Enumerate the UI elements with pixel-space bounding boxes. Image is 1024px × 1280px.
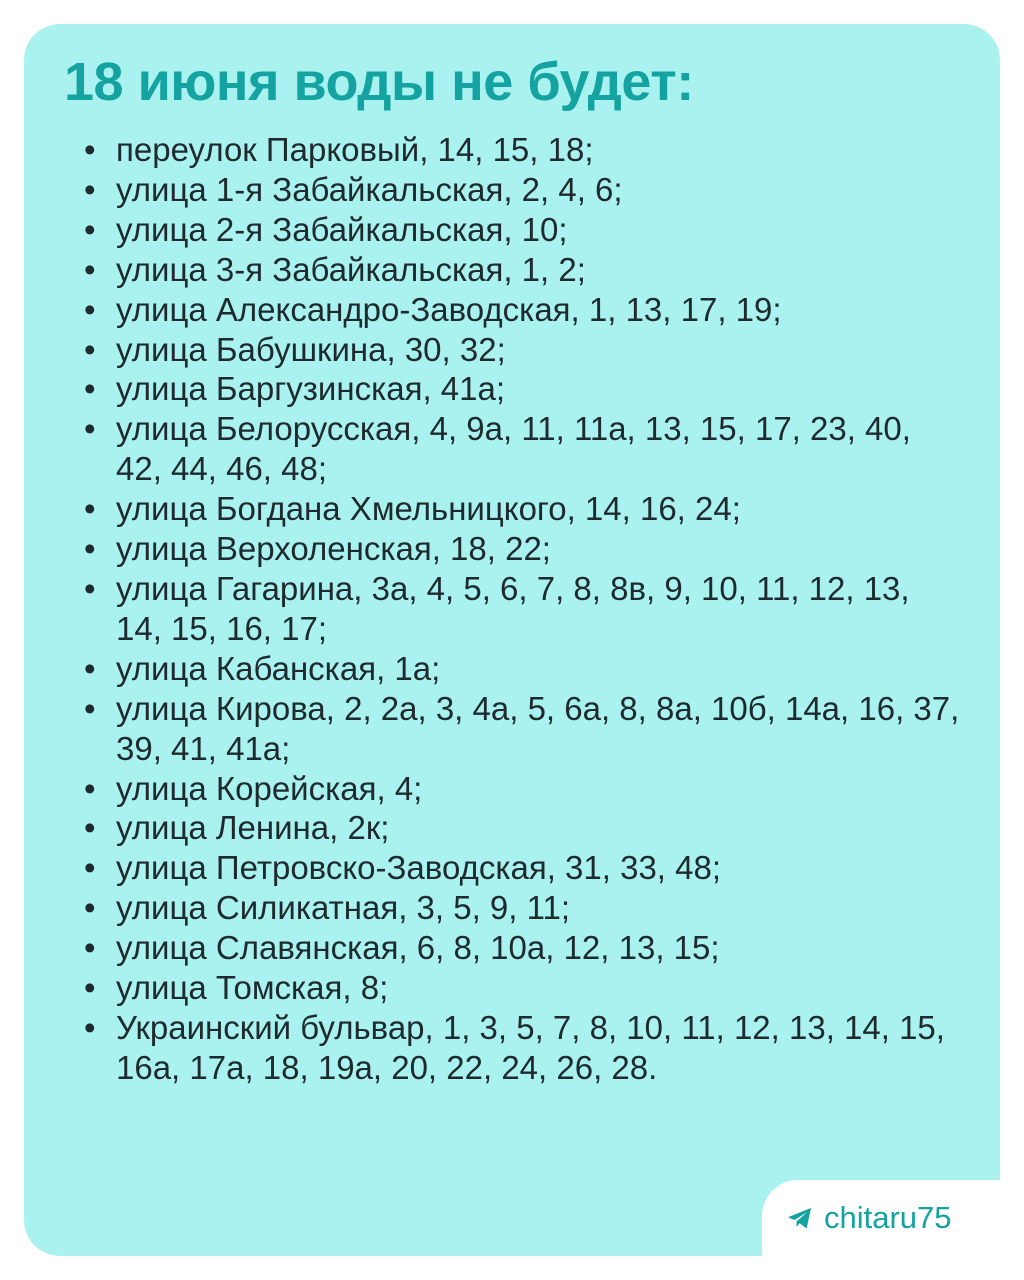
bullet-icon: •	[84, 689, 96, 727]
list-item-text: улица 2-я Забайкальская, 10;	[116, 210, 568, 248]
list-item	[84, 689, 964, 769]
page-title: 18 июня воды не будет:	[64, 52, 694, 112]
bullet-icon: •	[84, 170, 96, 208]
list-item	[84, 529, 964, 569]
list-item-text: улица Кирова, 2, 2а, 3, 4а, 5, 6а, 8, 8а, 10б, 14а, 16, 37, 39, 41, 41а;	[116, 689, 960, 767]
bullet-icon: •	[84, 290, 96, 328]
list-item	[84, 409, 964, 489]
list-item-text: улица 3-я Забайкальская, 1, 2;	[116, 250, 586, 288]
list-item	[84, 290, 964, 330]
list-item	[84, 489, 964, 529]
list-item	[84, 130, 964, 170]
bullet-icon: •	[84, 849, 96, 887]
announcement-card	[24, 24, 1000, 1256]
bullet-icon: •	[84, 490, 96, 528]
list-item-text: переулок Парковый, 14, 15, 18;	[116, 131, 594, 168]
list-item-text: улица Гагарина, 3а, 4, 5, 6, 7, 8, 8в, 9, 10, 11, 12, 13, 14, 15, 16, 17;	[116, 569, 910, 647]
list-item-text: улица Томская, 8;	[116, 969, 389, 1007]
list-item-text: улица Петровско-Заводская, 31, 33, 48;	[116, 849, 722, 887]
bullet-icon: •	[84, 569, 96, 607]
list-item	[84, 968, 964, 1008]
bullet-icon: •	[84, 250, 96, 288]
list-item	[84, 888, 964, 928]
list-item-text: улица Кабанская, 1а;	[116, 649, 441, 687]
bullet-icon: •	[84, 410, 96, 448]
list-item-text: улица 1-я Забайкальская, 2, 4, 6;	[116, 170, 623, 208]
list-item-text: улица Силикатная, 3, 5, 9, 11;	[116, 889, 571, 927]
bullet-icon: •	[84, 370, 96, 408]
bullet-icon: •	[84, 929, 96, 967]
list-item-text: улица Баргузинская, 41а;	[116, 370, 506, 408]
brand-name: chitaru75	[824, 1200, 952, 1235]
list-item-text: улица Белорусская, 4, 9а, 11, 11а, 13, 15, 17, 23, 40, 42, 44, 46, 48;	[116, 410, 911, 488]
list-item-text: улица Славянская, 6, 8, 10а, 12, 13, 15;	[116, 929, 720, 967]
telegram-icon	[786, 1204, 814, 1232]
list-item	[84, 928, 964, 968]
list-item-text: улица Верхоленская, 18, 22;	[116, 530, 551, 568]
bullet-icon: •	[84, 210, 96, 248]
bullet-icon: •	[84, 649, 96, 687]
list-item	[84, 1008, 964, 1088]
bullet-icon: •	[84, 809, 96, 847]
list-item	[84, 369, 964, 409]
list-item-text: улица Богдана Хмельницкого, 14, 16, 24;	[116, 490, 741, 528]
bullet-icon: •	[84, 530, 96, 568]
street-list	[84, 130, 964, 1088]
list-item-text: улица Александро-Заводская, 1, 13, 17, 19;	[116, 290, 782, 328]
list-item-text: улица Корейская, 4;	[116, 769, 423, 807]
bullet-icon: •	[84, 330, 96, 368]
list-item	[84, 808, 964, 848]
list-item	[84, 649, 964, 689]
list-item	[84, 170, 964, 210]
list-item	[84, 210, 964, 250]
list-item	[84, 769, 964, 809]
bullet-icon: •	[84, 1008, 96, 1046]
bullet-icon: •	[84, 889, 96, 927]
list-item-text: Украинский бульвар, 1, 3, 5, 7, 8, 10, 11, 12, 13, 14, 15, 16а, 17а, 18, 19а, 20, 22, 24, 26, 28.	[116, 1008, 945, 1086]
list-item	[84, 250, 964, 290]
bullet-icon: •	[84, 131, 96, 168]
list-item	[84, 330, 964, 370]
list-item-text: улица Ленина, 2к;	[116, 809, 390, 847]
list-item	[84, 848, 964, 888]
list-item-text: улица Бабушкина, 30, 32;	[116, 330, 506, 368]
bullet-icon: •	[84, 769, 96, 807]
bullet-icon: •	[84, 969, 96, 1007]
list-item	[84, 569, 964, 649]
brand-label	[786, 1196, 952, 1240]
